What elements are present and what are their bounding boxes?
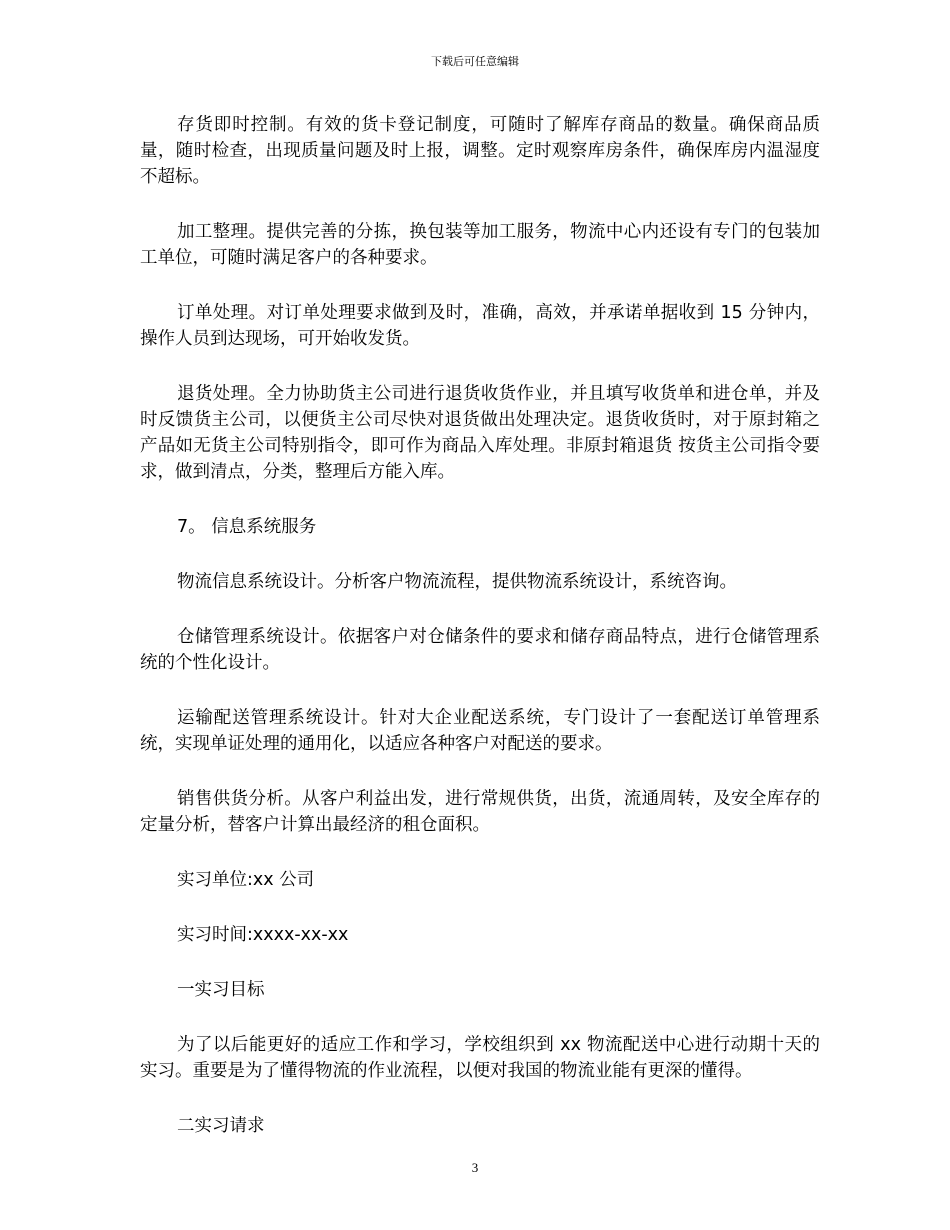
section-heading-objective: 一实习目标 [177, 980, 265, 1000]
document-body [140, 112, 820, 1168]
section-heading-info-system: 7。 信息系统服务 [177, 517, 317, 537]
internship-unit: 实习单位:xx 公司 [177, 870, 315, 890]
paragraph-warehouse-system-design: 仓储管理系统设计。依据客户对仓储条件的要求和储存商品特点，进行仓储管理系统的个性化设计。 [140, 627, 820, 673]
paragraph-processing: 加工整理。提供完善的分拣，换包装等加工服务，物流中心内还设有专门的包装加工单位，可随时满足客户的各种要求。 [140, 222, 820, 268]
paragraph-objective: 为了以后能更好的适应工作和学习，学校组织到 xx 物流配送中心进行动期十天的实习。重要是为了懂得物流的作业流程，以便对我国的物流业能有更深的懂得。 [140, 1035, 820, 1081]
internship-time: 实习时间:xxxx-xx-xx [177, 925, 349, 945]
page-header-note: 下载后可任意编辑 [431, 55, 519, 68]
paragraph-logistics-system-design: 物流信息系统设计。分析客户物流流程，提供物流系统设计，系统咨询。 [177, 572, 737, 592]
paragraph-order-handling: 订单处理。对订单处理要求做到及时，准确，高效，并承诺单据收到 15 分钟内，操作人员到达现场，可开始收发货。 [140, 303, 820, 349]
page-number: 3 [471, 1160, 479, 1175]
paragraph-transport-system-design: 运输配送管理系统设计。针对大企业配送系统，专门设计了一套配送订单管理系统，实现单证处理的通用化，以适应各种客户对配送的要求。 [140, 708, 820, 754]
paragraph-returns: 退货处理。全力协助货主公司进行退货收货作业，并且填写收货单和进仓单，并及时反馈货主公司，以便货主公司尽快对退货做出处理决定。退货收货时，对于原封箱之产品如无货主公司特别指令，即可作为商品入库处理。非原封箱退货 按货主公司指令要求，做到清点，分类，整理后方能入库。 [140, 384, 820, 482]
paragraph-sales-analysis: 销售供货分析。从客户利益出发，进行常规供货，出货，流通周转，及安全库存的定量分析，替客户计算出最经济的租仓面积。 [140, 789, 820, 835]
section-heading-requirements: 二实习请求 [177, 1116, 265, 1136]
paragraph-inventory-control: 存货即时控制。有效的货卡登记制度，可随时了解库存商品的数量。确保商品质量，随时检查，出现质量问题及时上报，调整。定时观察库房条件，确保库房内温湿度不超标。 [140, 115, 820, 187]
